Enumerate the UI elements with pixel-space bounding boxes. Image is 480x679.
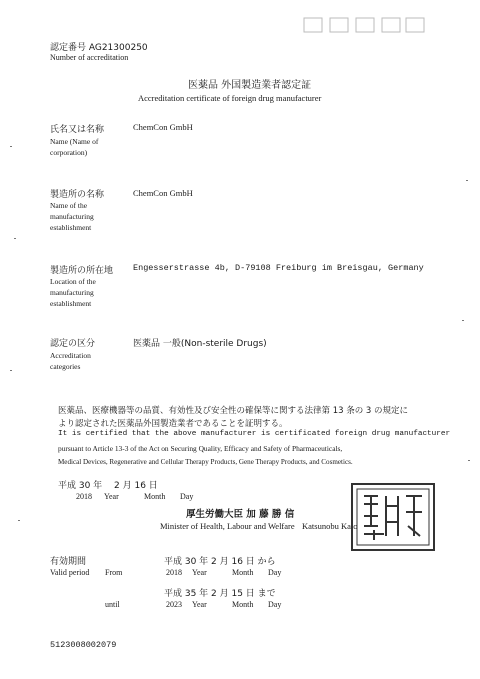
issue-date-year-label: Year bbox=[104, 492, 119, 501]
field-establishment-label: 製造所の名称 bbox=[50, 190, 105, 200]
field-location-label: 製造所の所在地 bbox=[50, 266, 114, 276]
minister-jp: 厚生労働大臣 加 藤 勝 信 bbox=[186, 509, 295, 520]
field-category-label: 認定の区分 bbox=[50, 339, 96, 349]
validity-from-label: From bbox=[105, 568, 123, 577]
accreditation-number: 認定番号 AG21300250 bbox=[50, 43, 148, 53]
field-establishment-label-en: Name of the manufacturing establishment bbox=[50, 201, 94, 232]
validity-label: 有効期間 bbox=[50, 557, 87, 567]
certificate-title-en: Accreditation certificate of foreign drug manufacturer bbox=[138, 93, 322, 103]
scan-speck bbox=[10, 370, 12, 371]
validity-until-year: 2023 bbox=[166, 600, 182, 609]
field-category-label-en: Accreditation categories bbox=[50, 351, 91, 371]
statement-jp-1: 医薬品、医療機器等の品質、有効性及び安全性の確保等に関する法律第 13 条の 3 の規定に bbox=[58, 406, 409, 416]
validity-from-jp: 平成 30 年 2 月 16 日 から bbox=[164, 557, 276, 567]
field-establishment-value: ChemCon GmbH bbox=[133, 188, 193, 198]
header-mark bbox=[300, 14, 430, 38]
statement-en-1: It is certified that the above manufacturer is certificated foreign drug manufacturer bbox=[58, 430, 451, 438]
validity-from-month-label: Month bbox=[232, 568, 254, 577]
validity-from-day-label: Day bbox=[268, 568, 282, 577]
field-name-label: 氏名又は名称 bbox=[50, 125, 105, 135]
field-location-label-en: Location of the manufacturing establishment bbox=[50, 277, 96, 308]
validity-until-jp: 平成 35 年 2 月 15 日 まで bbox=[164, 589, 276, 599]
official-seal bbox=[350, 482, 436, 552]
validity-until-month-label: Month bbox=[232, 600, 254, 609]
statement-en-2: pursuant to Article 13-3 of the Act on Securing Quality, Efficacy and Safety of Pharmaceuticals, bbox=[58, 444, 343, 453]
scan-speck bbox=[462, 320, 464, 321]
minister-en: Minister of Health, Labour and Welfare bbox=[160, 521, 295, 531]
minister-name-en: Katsunobu Kato bbox=[302, 521, 358, 531]
issue-date-month-label: Month bbox=[144, 492, 166, 501]
certificate-title-jp: 医薬品 外国製造業者認定証 bbox=[188, 80, 312, 91]
field-name-label-en: Name (Name of corporation) bbox=[50, 137, 99, 157]
issue-date-jp: 平成 30 年 2 月 16 日 bbox=[58, 481, 158, 491]
document-code: 5123008002079 bbox=[50, 640, 117, 650]
validity-until-day-label: Day bbox=[268, 600, 282, 609]
validity-label-en: Valid period bbox=[50, 568, 90, 577]
issue-date-day-label: Day bbox=[180, 492, 194, 501]
scan-speck bbox=[10, 146, 12, 147]
scan-speck bbox=[14, 238, 16, 239]
validity-from-year: 2018 bbox=[166, 568, 182, 577]
scan-speck bbox=[468, 460, 470, 461]
field-category-value: 医薬品 一般(Non-sterile Drugs) bbox=[133, 339, 267, 349]
statement-jp-2: より認定された医薬品外国製造業者であることを証明する。 bbox=[58, 419, 288, 429]
scan-speck bbox=[466, 180, 468, 181]
scan-speck bbox=[18, 520, 20, 521]
field-location-value: Engesserstrasse 4b, D-79108 Freiburg im Breisgau, Germany bbox=[133, 263, 424, 273]
validity-until-label: until bbox=[105, 600, 120, 609]
validity-until-year-label: Year bbox=[192, 600, 207, 609]
validity-from-year-label: Year bbox=[192, 568, 207, 577]
accreditation-number-en: Number of accreditation bbox=[50, 53, 129, 62]
issue-date-year: 2018 bbox=[76, 492, 92, 501]
statement-en-3: Medical Devices, Regenerative and Cellular Therapy Products, Gene Therapy Products, and Cosmetics. bbox=[58, 458, 353, 466]
field-name-value: ChemCon GmbH bbox=[133, 122, 193, 132]
